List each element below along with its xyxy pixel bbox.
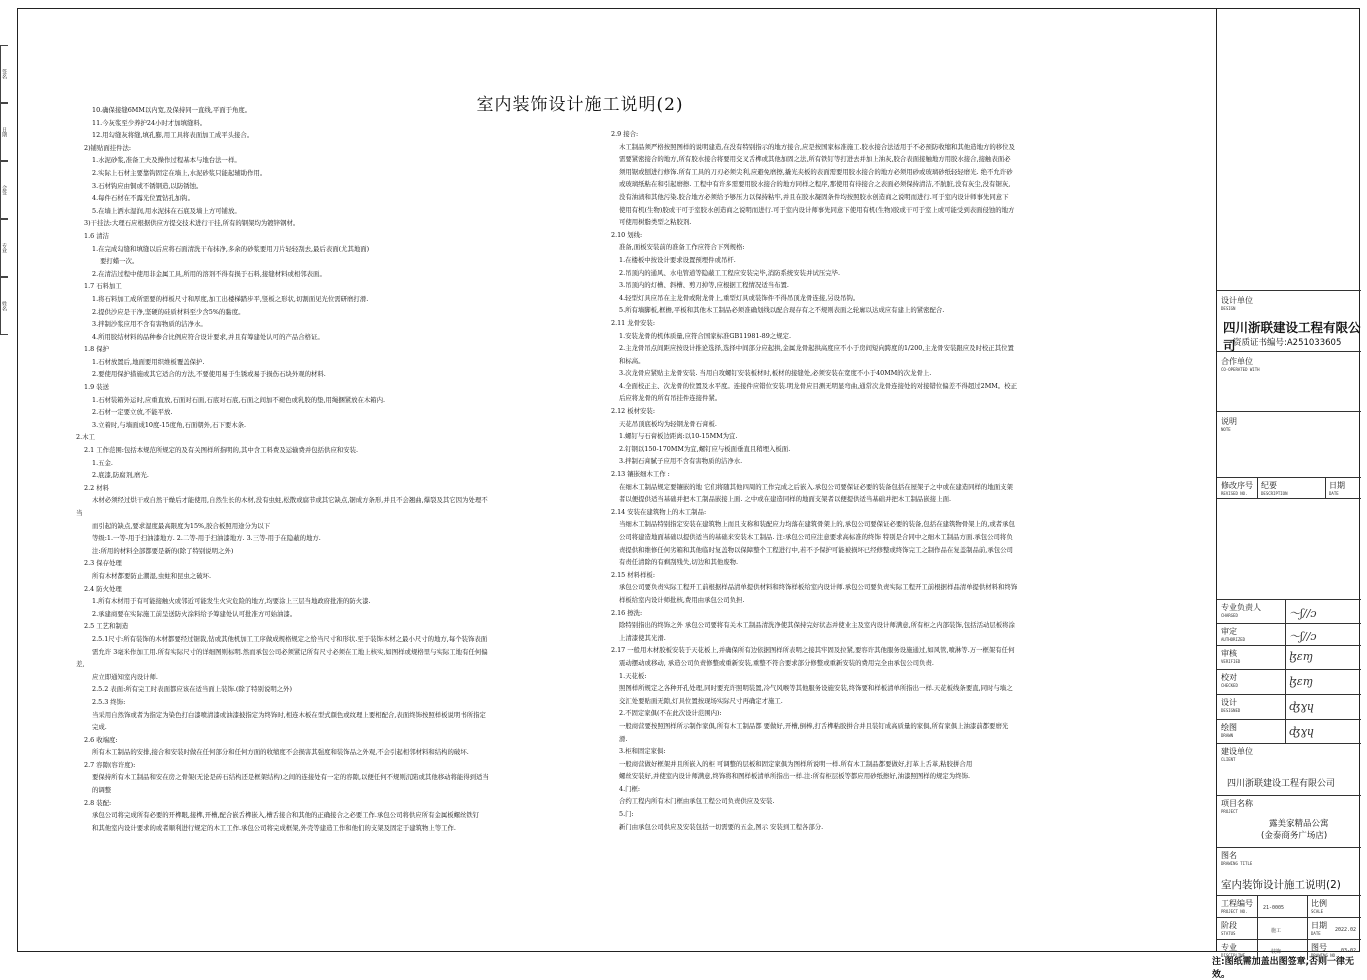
spec-line: 3.柜和固定家俱: [619,747,666,756]
revised-date-label: 日期 [1329,481,1345,490]
spec-line: 2.12 板材安装: [611,407,655,416]
drawn-signature: ʤɣɥ [1289,725,1315,738]
spec-line: 1.7 石料加工 [84,282,122,291]
spec-line: 照图样所规定之各种开孔处理,同时要充许照明装置,冷气风喉等其他服务设施安装,终饰要和样板清单所指出一样.天花板线条要直,同时与墙之 [619,684,1013,693]
authorized-row [1217,623,1361,645]
note-sub: NOTE [1221,427,1231,432]
drawn-row [1217,719,1361,743]
revised-no-label: 修改序号 [1221,481,1253,490]
spec-line: 等级:1.一等-用于扫油漆地方. 2.二等-用于扫油漆地方. 3.三等-用于在隐蔽的地方. [92,534,321,543]
client-label: 建设单位 [1221,747,1253,756]
spec-line: 2.10 划线: [611,230,643,239]
project-cell [1217,795,1361,847]
spec-line: 2.5 工艺和制造 [84,622,129,631]
spec-line: 承包公司要负责实际工程开工前根据样品清单提供材料和终饰样板给室内设计师.承包公司要负责实际工程开工前根据样品清单提供材料和终饰 [619,583,1018,592]
project-no-row [1217,895,1361,917]
design-unit-label: 设计单位 [1221,296,1253,305]
client-cell [1217,743,1361,795]
spec-line: 2.5.1尺寸:所有装饰的木材都要经过锯裁,钻或其他机加工工序做成规格规定之恰当尺寸和形状.至于装饰木材之最小尺寸的地方,每个装饰表面 [92,634,488,643]
status-sub: STATUS [1221,931,1236,936]
project-label: 项目名称 [1221,799,1253,808]
spec-line: 2.1 工作范围:包括本规范所规定的及有关图样所指明的,其中含工料费及运输费并包括供应和安装. [84,446,359,455]
spec-line: 螺丝安装好,并使室内设计师满意,终饰将和图样板清单所指出一样.注:所有柜层板等都应用砂纸擦好,油漆照图样的规定为终饰. [619,772,971,781]
designed-sub: DESIGNED [1221,708,1241,713]
spec-line: 3.立着时,与墙面成10度-15度角,石面朝外,石下要木条. [92,420,247,429]
spec-line: 3.拌制沙浆应用不含有害物质的洁净水。 [92,320,207,329]
spec-line: 3.吊顶内的灯槽、斜槽、剪刀掉等,应根据工程情况适当布置. [619,281,789,290]
drawn-sub: DRAWN [1221,733,1234,738]
spec-line: 当细木工制品特别指定安装在建筑物上而且支称和装配应力均落在建筑骨架上的,承包公司要保证必要的装备,包括在建筑物骨架上的,或者承包 [619,520,1015,529]
title-block [1216,8,1361,958]
spec-line: 须用锯或刨进行修饰.所有工具的刀刃必须尖利,应避免磨擦,撬光夹板的表面需要用胶水接合的地方必须用砂或玻璃砂纸轻轻磨光. 绝不允许砂 [619,167,1013,176]
charged-row [1217,599,1361,623]
charged-signature: ～ʃ∕∕ɔ [1289,607,1317,620]
spec-line: 样板给室内设计师批核,费用由承包公司负担. [619,595,745,604]
authorized-signature: ～ʃ∕∕ɔ [1289,630,1317,643]
scale-label: 比例 [1311,899,1327,908]
spec-line: 一般商营做好框架并且所嵌入的柜 可调整的层板和固定家俱为图样所说明一样.所有木工制品都要做好,打革上舌革,粘胶拼合用 [619,759,973,768]
revised-desc-label: 纪要 [1261,481,1277,490]
revised-no-sub: REVISED NO. [1221,491,1248,496]
spec-line: 所有木材都要防止潮湿,虫蛀和昆虫之破坏. [92,571,212,580]
validity-footnote: 注:图纸需加盖出图签章,否则一律无效。 [1212,957,1355,980]
cooperated-cell [1217,351,1361,411]
authorized-label: 审定 [1221,627,1237,636]
spec-line: 需要紧密接合的地方,所有胶水接合将要用交叉舌榫或其他加固之法,所有铁钉等打进去并加上油灰,胶合表面接触地方用胶水接合,接触表面必 [619,155,1011,164]
status-value: 施工 [1271,928,1282,934]
spec-line: 新门由承包公司供应及安装包括一切需要的五金,图示 安装到工程各部分. [619,822,824,831]
spec-line: 2.5.2 表面:所有完工时表面都应该在适当面上装饰.(除了特别说明之外) [92,685,293,694]
spec-line: 差, [76,660,85,669]
spec-line: 公司将建造地面基础以提供适当的基础来安装木工制品. 注:承包公司应注意要求高标准的终饰 特别是合同中之细木工制品方面.承包公司将负 [619,533,1013,541]
date-sub: DATE [1311,931,1321,936]
margin-cell: 会签 [0,161,8,219]
margin-cell: 日期 [0,103,8,161]
cooperated-sub: CO-OPERATED WITH [1221,367,1260,372]
project-branch: (金泰商务广场店) [1261,831,1328,841]
spec-line: 5.在墙上洒水湿润,用水泥抹在石底及墙上方可铺放。 [92,206,241,215]
drawing-title-sub: DRAWING TITLE [1221,861,1253,866]
spec-line: 2.13 镶嵌细木工作 : [611,470,670,479]
spec-line: 木材必须经过烘干或自然干燥后才能使用,自然生长的木材,没有虫蛀,松散或腐节或其它缺点,锯成方条形,并且不会翘曲,爆裂及其它因为处理不 [92,496,488,505]
scale-sub: SCALE [1311,909,1324,914]
charged-sub: CHARGED [1221,613,1238,618]
certificate-number: 资质证书编号:A251033605 [1233,338,1342,348]
authorized-sub: AUTHORIZED [1221,637,1246,642]
spec-line: 3.次龙骨应紧贴主龙骨安装. 当用自攻螺钉安装板材时,板材的接缝处,必须安装在宽度不小于40MM的次龙骨上. [619,369,932,378]
spec-line: 1.螺钉与石膏板边距离:以10-15MM为宜. [619,432,738,441]
date-label: 日期 [1311,921,1327,930]
verified-signature: ɮɛɱ [1289,650,1314,663]
spec-line: 和其他室内设计要求的或者顺利进行规定的木工工作.承包公司将完成框架,外壳等建造工作和他们的支架及固定于建筑物上等工作. [92,823,456,832]
spec-line: 4.门框: [619,784,641,793]
designed-label: 设计 [1221,698,1237,707]
checked-label: 校对 [1221,673,1237,682]
spec-line: 要打蜡一次。 [100,257,139,266]
spec-column-right [611,128,1101,833]
margin-cell: 姓名 [0,277,8,335]
spec-line: 2.木工 [76,433,95,442]
spec-line: 4.全面校正主、次龙骨的位置及水平度。连接件应错位安装.明龙骨应目测无明显弯曲,通常次龙骨连接处的对接错位偏差不得超过2MM。校正 [619,381,1017,390]
cooperated-label: 合作单位 [1221,357,1253,366]
spec-line: 震动摆动或移动, 承造公司负责修整或重新安装,重整不符合要求部分修整或重新安装的费用完全由承包公司负责. [619,658,934,667]
drawing-title-cell [1217,847,1361,895]
margin-cell: 专业 [0,219,8,277]
spec-line: 2.不固定家俱(不在此次设计范围内): [619,709,722,718]
discipline-label: 专业 [1221,943,1237,952]
spec-line: 1.在完成勾缝和填缝以后应将石面清洗干布抹净,多余的砂浆要用刀片轻轻刮去,最后表面(尤其地面) [92,244,370,253]
spec-line: 滑. [619,734,628,743]
spec-line: 一般商营要按照图样所示制作家俱,所有木工制品都 要做好,开槽,倒棒,打舌榫粘胶拼合并且装钉成高质量的家俱,所有家俱上油漆前都要磨光 [619,721,1009,730]
spec-line: 交汇处要贴面无隙,灯具位置按现场实际尺寸再确定才施工. [619,696,783,705]
spec-line: 4.每件石材在不露光位置钻孔加钩。 [92,194,194,203]
spec-line: 2.15 材料样板: [611,570,655,579]
note-cell [1217,411,1361,477]
spec-line: 可使用树脂类型之粘胶剂. [619,218,692,227]
project-sub: PROJECT [1221,809,1238,814]
checked-sub: CHECKED [1221,683,1238,688]
status-label: 阶段 [1221,921,1237,930]
spec-line: 上清漆使其光滑. [619,633,666,642]
spec-line: 有责任清除的有剩刮残失,切边和其他废物. [619,558,739,567]
spec-line: 1.8 保护 [84,345,109,354]
spec-line: 3.石材钩应由铜或不锈钢造,以防锈蚀。 [92,181,203,190]
revision-cell [1217,477,1361,599]
note-label: 说明 [1221,417,1237,426]
spec-line: 当 [76,509,83,517]
spec-line: 没有油渍和其他污染.胶合地方必须给予够压力以保持粘牢,并且在胶水凝固条件均按照胶水创造商之说明而进行.可于室内设计师事先同意下 [619,192,1009,201]
spec-line: 2.底漆,防腐剂,磨光. [92,471,149,480]
spec-line: 2.16 擦洗: [611,608,643,617]
project-no: 21-0005 [1263,905,1285,911]
spec-line: 2.3 保存处理 [84,559,122,568]
spec-line: 2.7 容隙(容许度): [84,760,136,769]
spec-line: 1.将石料加工成所需要的样板尺寸和厚度,加工出楼梯踏步平,竖板之形状,切割面见光位需研磨打滑. [92,294,369,303]
document-title: 室内装饰设计施工说明(2) [476,95,684,115]
spec-line: 要保持所有木工制品和安在房之骨架(无论是砖石结构还是框架结构)之间的连接处有一定的容隙,以便任何不规则沉陷或其他移动将能得到适当 [92,773,489,782]
discipline-value: 装饰 [1271,949,1282,955]
spec-line: 2.主龙骨吊点间距应按设计推论选择,选择中间部分应起拱,金属龙骨起拱高度应不小于房间短向跨度的1/200,主龙骨安装跟应及时校正其位置 [619,344,1014,353]
drawn-label: 绘图 [1221,723,1237,732]
revised-desc-sub: DESCRIPTION [1261,491,1288,496]
spec-line: 1.9 装送 [84,383,109,392]
spec-line: 在细木工制品规定要镶嵌的地 它们将随其他四周的工作完成之后嵌入.承包公司要保证必要的装备包括在屋架子之中或在建造同样的地面支架 [619,482,1013,491]
spec-line: 2.14 安装在建筑物上的木工制品: [611,507,707,516]
spec-line: 的调整 [92,786,112,795]
drawing-title-label: 图名 [1221,851,1237,860]
spec-line: 3)干挂法:大理石应根据供应方提交技术进行干挂,所有的钢架均为镀锌钢材。 [84,219,300,228]
spec-line: 责提供和维修任何劣箱和其他临时复盖物以保障整个工程进行中,若不予保护可能被损坏已经修整或终饰完工之制作品在复盖制品前,承包公司 [619,545,1013,554]
spec-line: 1.天花板: [619,671,647,680]
spec-line: 4.所用胶结材料的品种参合比例应符合设计要求,并且有筹建处认可的产品合格证。 [92,332,324,341]
spec-line: 完成. [92,723,107,732]
client-name: 四川浙联建设工程有限公司 [1227,779,1336,789]
spec-line: 12.用勾缝灰将缝,填孔膨,用工具将表面加工成平头接合。 [92,131,254,140]
left-margin-stamp-strip [0,45,17,335]
spec-line: 2.石材一定要立放,不能平放. [92,408,173,417]
spec-line: 需允许 3毫米作加工用.所有实际尺寸的详细图则标明.然而承包公司必须紧记所有尺寸必须在工地上核实,如图样或规格里与实际工地有任何偏 [92,647,488,656]
spec-line: 2.5.3 终饰: [92,697,126,706]
spec-line: 而引起的缺点,要求湿度最高限度为15%,胶合板照用途分为以下 [92,521,271,530]
spec-line: 2.在清洁过程中使用非金属工具,所用的溶剂不得有损于石料,接缝材料或相邻表面。 [92,269,326,278]
spec-line: 承包公司将完成所有必要的开榫眼,接榫,开槽,配合嵌舌榫嵌入,槽舌接合和其他的正确接合之必要工作.承包公司将供应所有金属板螺丝铁钉 [92,811,480,820]
spec-line: 1.所有木材用于有可能接触火或邻近可能发生火灾危险的地方,均要涂上三层当地政府批准的防火漆. [92,597,371,606]
margin-cell: 签名 [0,45,8,103]
designed-row [1217,694,1361,719]
drawing-title: 室内装饰设计施工说明(2) [1221,879,1341,891]
discipline-sub: DISCIPLINE [1221,953,1246,958]
spec-line: 1.在楼板中按设计要求设置预埋件或吊杆. [619,255,736,264]
spec-line: 5.所有墙脚板,框檐,平板和其他木工制品必须准确划线以配合现存有之不规则表面之轮廓以达成应有建上的紧密配合. [619,306,945,315]
spec-line: 3.拌制石膏腻子应用不含有害物质的洁净水. [619,457,743,466]
spec-line: 所有木工制品的安排,接合和安装时做在任何部分和任何方面的收缩度不会损害其强度和装饰品之外观,不会引起相邻材料和结构的破坏. [92,748,469,757]
spec-line: 除特别指出的终饰之外 承包公司要将有关木工制品清洗净使其保持完好状态并使业主及室内设计师满意,所有柜之内部装饰,包括活动层板将涂 [619,621,1015,630]
spec-line: 2.2 材料 [84,483,109,492]
spec-line: 准备,面板安装前的准备工作应符合下列规格: [619,243,745,252]
spec-line: 2.9 接合: [611,130,639,138]
drawing-no-value: 03-02 [1341,948,1357,954]
spec-line: 应立即通知室内设计师. [92,672,158,681]
spec-line: 2.4 防火处理 [84,584,122,593]
spec-line: 2)铺贴面挂件法: [84,143,132,152]
spec-line: 1.安装龙骨的机体质量,应符合国家标准GB11981-89之规定. [619,331,792,340]
drawing-no-label: 图号 [1311,943,1327,952]
client-sub: CLIENT [1221,757,1236,762]
design-unit-sub: DESIGN [1221,306,1236,311]
spec-line: 10.确保接缝6MM以内宽,及保持同一直线,平面于角度。 [92,106,252,114]
spec-line: 1.石材放置后,地面要用织维板覆盖保护. [92,357,205,366]
spec-line: 木工制品须严格按照图样的说明建造,在没有特别指示的地方接合,应是按国家标准施工.胶水接合法适用于不必预防收缩和其他造地方的移位及 [619,142,1015,151]
spec-line: 2.吊顶内的通风、水电管道等隐蔽工工程应安装完毕,消防系统安装并试压完毕. [619,268,841,277]
verified-label: 审核 [1221,649,1237,658]
spec-line: 2.17 一般用木材胶板安装于天花板上,并确保所有边依据图样所表明之接其牢固及拉紧,要容许其他服务设施通过,如风管,喷淋等.万一框架有任何 [611,646,1015,655]
date-value: 2022.02 [1335,927,1357,933]
spec-line: 2.实际上石材主要靠钩固定在墙上,水泥砂浆只能起辅助作用。 [92,168,267,177]
spec-line: 当采用自然饰或者为指定为染色打白漆喷清漆或油漆披指定为终饰时,相连木板在型式颜色或纹理上要相配合,表面终饰按照样板说明书所指定 [92,710,486,719]
spec-line: 天花吊顶底板均为轻钢龙骨石膏板. [619,419,717,428]
spec-line: 1.水泥砂浆,准备工夫及操作过程基本与地台法一样。 [92,156,241,165]
revised-date-sub: DATE [1329,491,1339,496]
verified-row [1217,645,1361,669]
checked-signature: ɮɛɱ [1289,675,1314,688]
spec-line: 1.五金. [92,458,113,467]
designed-signature: ʤɣɥ [1289,700,1315,713]
spec-line: 5.门: [619,810,634,819]
spec-line: 1.6 清洁 [84,231,109,240]
spec-line: 1.石材装箱外运时,应重直放,石面对石面,石底对石底,石面之间加不褪色或乳胶的垫,用绳捆紧放在木箱内. [92,395,386,404]
spec-line: 使用有机(生物)胶或干可于室胶水创造商之说明而进行.可于室内设计师事先同意下使用有机(生物)胶或干可于室上或可能受到表面侵蚀的地方 [619,205,1015,214]
spec-line: 2.11 龙骨安装: [611,318,655,327]
spec-line: 和标高。 [619,356,645,365]
checked-row [1217,669,1361,694]
project-name: 露美家精品公寓 [1269,819,1329,829]
project-no-label: 工程编号 [1221,899,1253,908]
spec-line: 11.今灰浆至少养护24小时才加填缝料。 [92,118,207,127]
spec-line: 2.6 收端度: [84,735,118,744]
spec-line: 注:所用的材料全部都要是新的(除了特别说明之外) [92,546,234,555]
spec-line: 2.8 装配: [84,798,112,807]
design-unit-cell [1217,290,1361,358]
spec-line: 者以便提供适当基础并把木工制品嵌接上面. 之中或在建造同样的地面支架者以便提供适当基础并把木工制品嵌接上面. [619,495,952,504]
spec-line: 合约工程内所有木门框由承包工程公司负责供应及安装. [619,797,775,806]
drawing-no-sub: DRAWING NO. [1311,953,1338,958]
spec-line: 2.要使用保护措施或其它适合的方法,不要使用易于生锈或易于损伤石块外观的材料. [92,370,326,379]
spec-line: 后应将龙骨的所有吊挂件连接件紧。 [619,394,722,403]
spec-line: 2.承建商要在实际施工前呈送防火涂料给予筹建处认可批准方可始油漆。 [92,609,297,618]
verified-sub: VERIFIED [1221,659,1241,664]
spec-line: 2.钉钢以150-170MM为宜,螺钉应与板面垂直且稍埋入板面. [619,444,791,453]
spec-line: 4.轻型灯具应吊在主龙骨或附龙骨上,重型灯具或装饰件不得吊顶龙骨连接,另设吊钩。 [619,293,860,302]
project-no-sub: PROJECT NO. [1221,909,1248,914]
company-name: 四川浙联建设工程有限公司 [1223,320,1361,353]
status-row [1217,917,1361,939]
spec-line: 或玻璃纸粘在和引起磨擦. 工程中有许多需要用胶水接合的地方同样之程序,那使用有待接合之表面必须保持清洁,不肮脏,没有灰尘,没有锯灰, [619,180,1011,189]
spec-line: 2.提供沙应是干净,坚硬的硅质材料至少含5%的黏度。 [92,307,245,316]
charged-label: 专业负责人 [1221,603,1261,612]
spec-column-left [76,104,596,834]
